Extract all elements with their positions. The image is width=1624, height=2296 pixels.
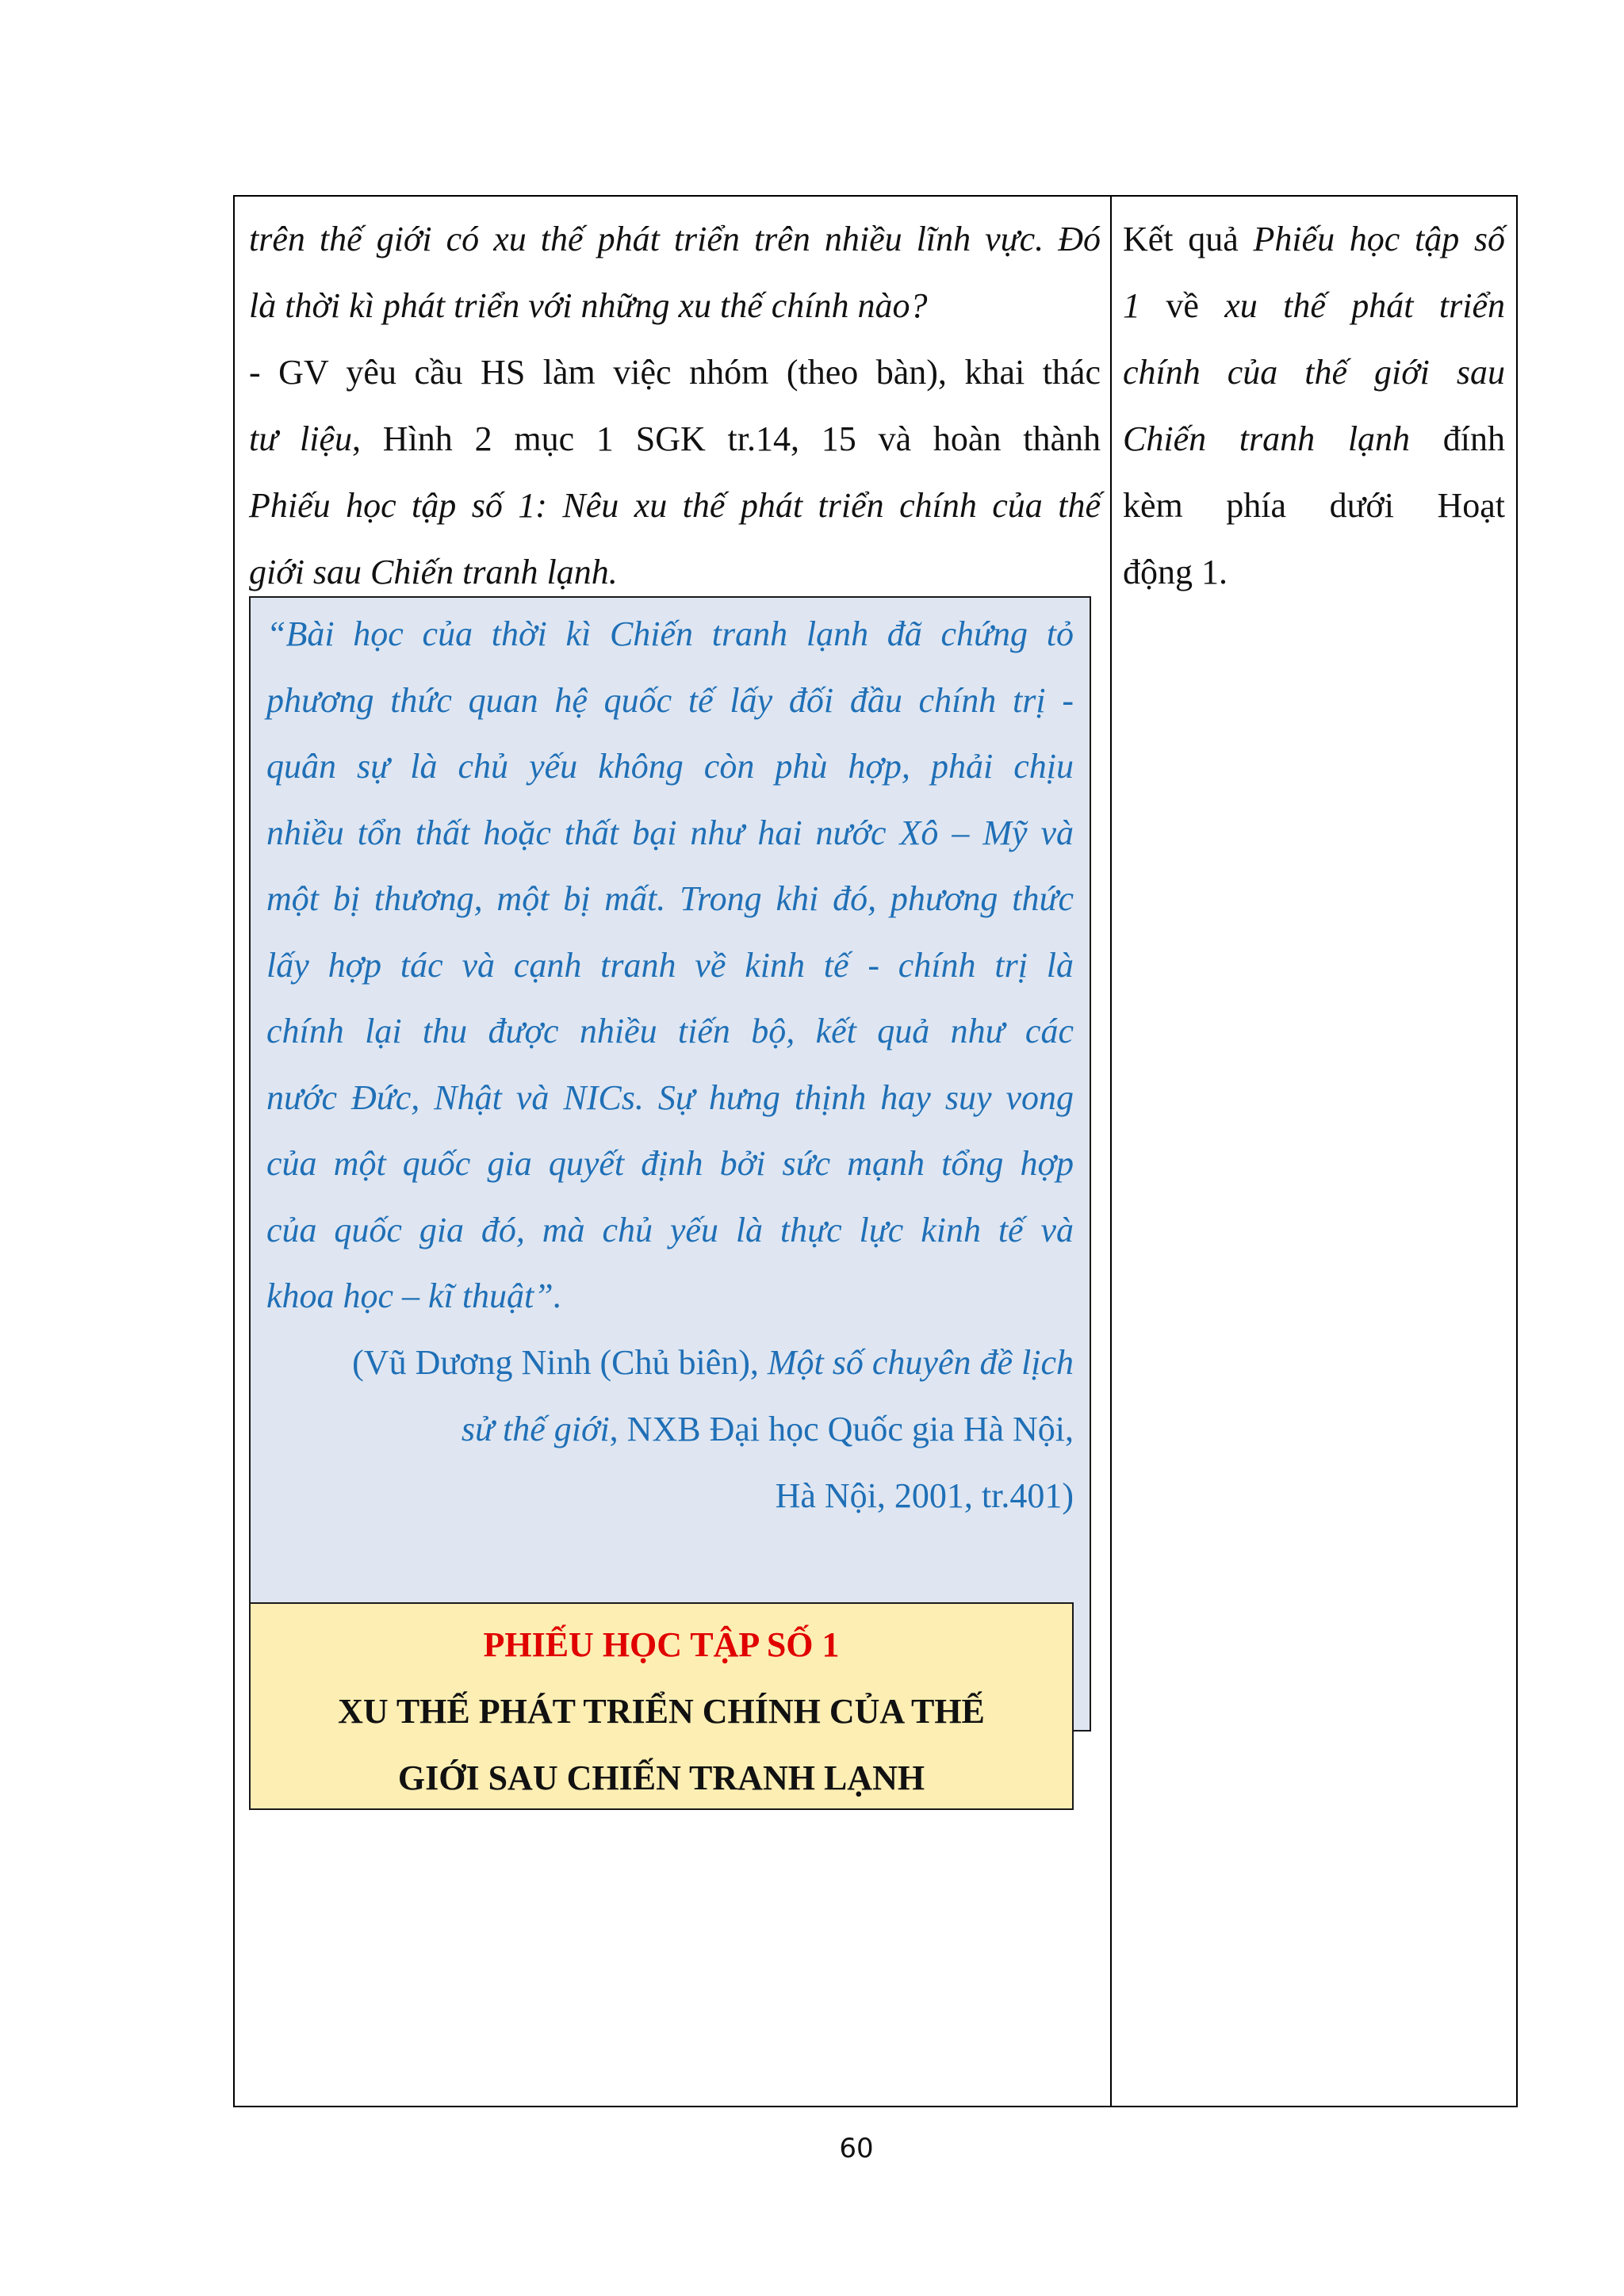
result-line-6: động 1.: [1123, 553, 1228, 591]
quote-line: một bị thương, một bị mất. Trong khi đó, phương thức: [266, 879, 1074, 918]
quote-line: phương thức quan hệ quốc tế lấy đối đầu chính trị -: [266, 680, 1074, 720]
result-line-2: 1 về xu thế phát triển: [1123, 286, 1506, 325]
quote-line: của một quốc gia quyết định bởi sức mạnh tổng hợp: [266, 1144, 1074, 1183]
page-number: 60: [839, 2133, 874, 2164]
quote-source-line-1: (Vũ Dương Ninh (Chủ biên), Một số chuyên đề lịch: [352, 1342, 1074, 1382]
task-line-4: giới sau Chiến tranh lạnh.: [249, 553, 618, 591]
result-line-4: Chiến tranh lạnh đính: [1123, 419, 1505, 458]
intro-line-2: là thời kì phát triển với những xu thế chính nào?: [249, 286, 928, 325]
task-line-2: tư liệu, Hình 2 mục 1 SGK tr.14, 15 và hoàn thành: [249, 419, 1101, 458]
quote-line: quân sự là chủ yếu không còn phù hợp, phải chịu: [266, 747, 1074, 786]
result-line-3: chính của thế giới sau: [1123, 353, 1505, 392]
intro-line-1: trên thế giới có xu thế phát triển trên nhiều lĩnh vực. Đó: [249, 220, 1101, 258]
quote-line: khoa học – kĩ thuật”.: [266, 1276, 562, 1315]
column-divider: [1110, 197, 1112, 2106]
quote-line: nước Đức, Nhật và NICs. Sự hưng thịnh hay suy vong: [266, 1077, 1074, 1117]
activity-cell: [249, 197, 1101, 606]
worksheet-title: PHIẾU HỌC TẬP SỐ 1: [483, 1625, 840, 1664]
quote-line: lấy hợp tác và cạnh tranh về kinh tế - chính trị là: [266, 945, 1074, 985]
worksheet-box: [249, 1602, 1074, 1810]
lesson-table: [233, 195, 1518, 2107]
task-line-3: Phiếu học tập số 1: Nêu xu thế phát triển chính của thế: [249, 486, 1101, 525]
result-line-1: Kết quả Phiếu học tập số: [1123, 220, 1505, 258]
quote-line: “Bài học của thời kì Chiến tranh lạnh đã chứng tỏ: [266, 614, 1074, 653]
quote-line: của quốc gia đó, mà chủ yếu là thực lực kinh tế và: [266, 1210, 1074, 1249]
result-line-5: kèm phía dưới Hoạt: [1123, 486, 1505, 525]
worksheet-subtitle-line-1: XU THẾ PHÁT TRIỂN CHÍNH CỦA THẾ: [338, 1692, 985, 1731]
quote-box: [249, 596, 1091, 1732]
result-cell: [1123, 197, 1505, 606]
worksheet-subtitle-line-2: GIỚI SAU CHIẾN TRANH LẠNH: [397, 1758, 925, 1797]
quote-source-line-2: sử thế giới, NXB Đại học Quốc gia Hà Nội,: [461, 1409, 1074, 1448]
quote-source-line-3: Hà Nội, 2001, tr.401): [775, 1475, 1074, 1515]
task-line-1: - GV yêu cầu HS làm việc nhóm (theo bàn), khai thác: [249, 353, 1101, 392]
quote-line: chính lại thu được nhiều tiến bộ, kết quả như các: [266, 1012, 1074, 1050]
quote-line: nhiều tổn thất hoặc thất bại như hai nước Xô – Mỹ và: [266, 813, 1074, 852]
